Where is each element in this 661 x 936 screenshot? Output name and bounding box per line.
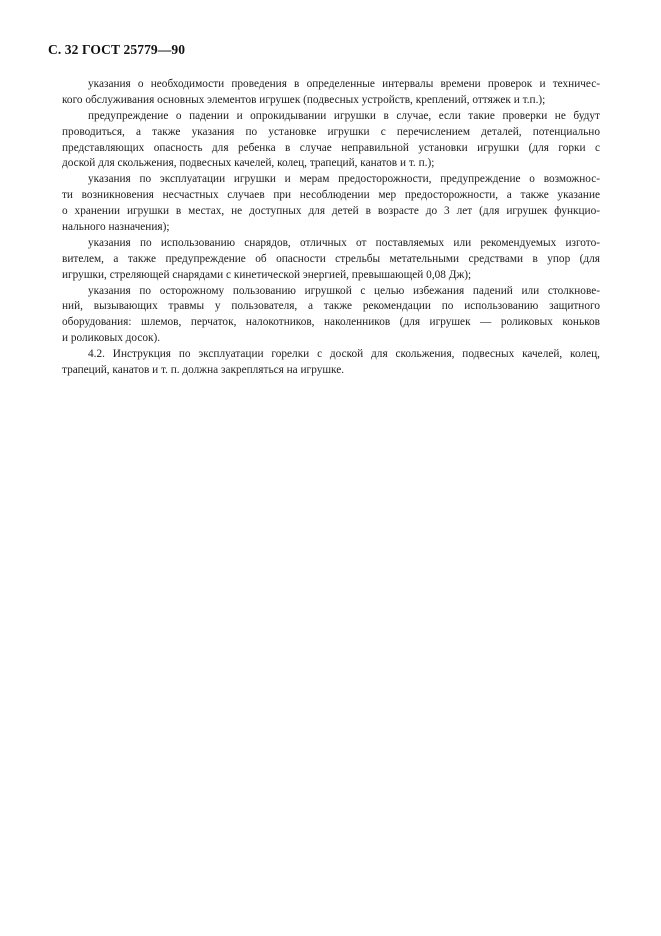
text-line: представляющих опасность для ребенка в случае неправильной установки игрушки (для горки с bbox=[62, 141, 600, 154]
text-line: указания о необходимости проведения в определенные интервалы времени проверок и техничес- bbox=[88, 78, 600, 90]
text-line: и роликовых досок). bbox=[62, 332, 161, 345]
text-line: доской для скольжения, подвесных качелей, колец, трапеций, канатов и т. п.); bbox=[62, 157, 435, 170]
paragraph bbox=[62, 347, 600, 379]
text-line: указания по осторожному пользованию игрушкой с целью избежания падений или столкнове- bbox=[88, 284, 600, 297]
document-body bbox=[62, 77, 600, 379]
text-line: трапеций, канатов и т. п. должна закрепляться на игрушке. bbox=[62, 364, 345, 377]
text-line: игрушки, стреляющей снарядами с кинетической энергией, превышающей 0,08 Дж); bbox=[62, 268, 472, 281]
text-line: 4.2. Инструкция по эксплуатации горелки с доской для скольжения, подвесных качелей, колец, bbox=[88, 348, 600, 361]
paragraph bbox=[62, 109, 600, 173]
paragraph bbox=[62, 172, 600, 236]
text-line: кого обслуживания основных элементов игрушек (подвесных устройств, креплений, оттяжек и т.п.); bbox=[62, 93, 546, 106]
text-line: указания по эксплуатации игрушки и мерам предосторожности, предупреждение о возможнос- bbox=[88, 173, 600, 186]
text-line: нального назначения); bbox=[62, 221, 170, 234]
text-line: о хранении игрушки в местах, не доступных для детей в возрасте до 3 лет (для игрушек функцио- bbox=[62, 205, 600, 218]
text-line: вителем, а также предупреждение об опасности стрельбы метательными средствами в упор (для bbox=[62, 252, 600, 265]
text-line: указания по использованию снарядов, отличных от поставляемых или рекомендуемых изгото- bbox=[88, 236, 600, 249]
running-header: С. 32 ГОСТ 25779—90 bbox=[48, 42, 186, 57]
text-line: предупреждение о падении и опрокидывании игрушки в случае, если такие проверки не будут bbox=[88, 109, 600, 122]
paragraph bbox=[62, 236, 600, 284]
text-line: проводиться, а также указания по установке игрушки с перечислением деталей, потенциально bbox=[62, 125, 600, 138]
paragraph bbox=[62, 77, 600, 109]
text-line: ний, вызывающих травмы у пользователя, а также рекомендации по использованию защитного bbox=[62, 300, 600, 313]
paragraph bbox=[62, 284, 600, 348]
text-line: ти возникновения несчастных случаев при несоблюдении мер предосторожности, а также указание bbox=[62, 189, 600, 202]
text-line: оборудования: шлемов, перчаток, налокотников, наколенников (для игрушек — роликовых коньков bbox=[62, 316, 600, 329]
